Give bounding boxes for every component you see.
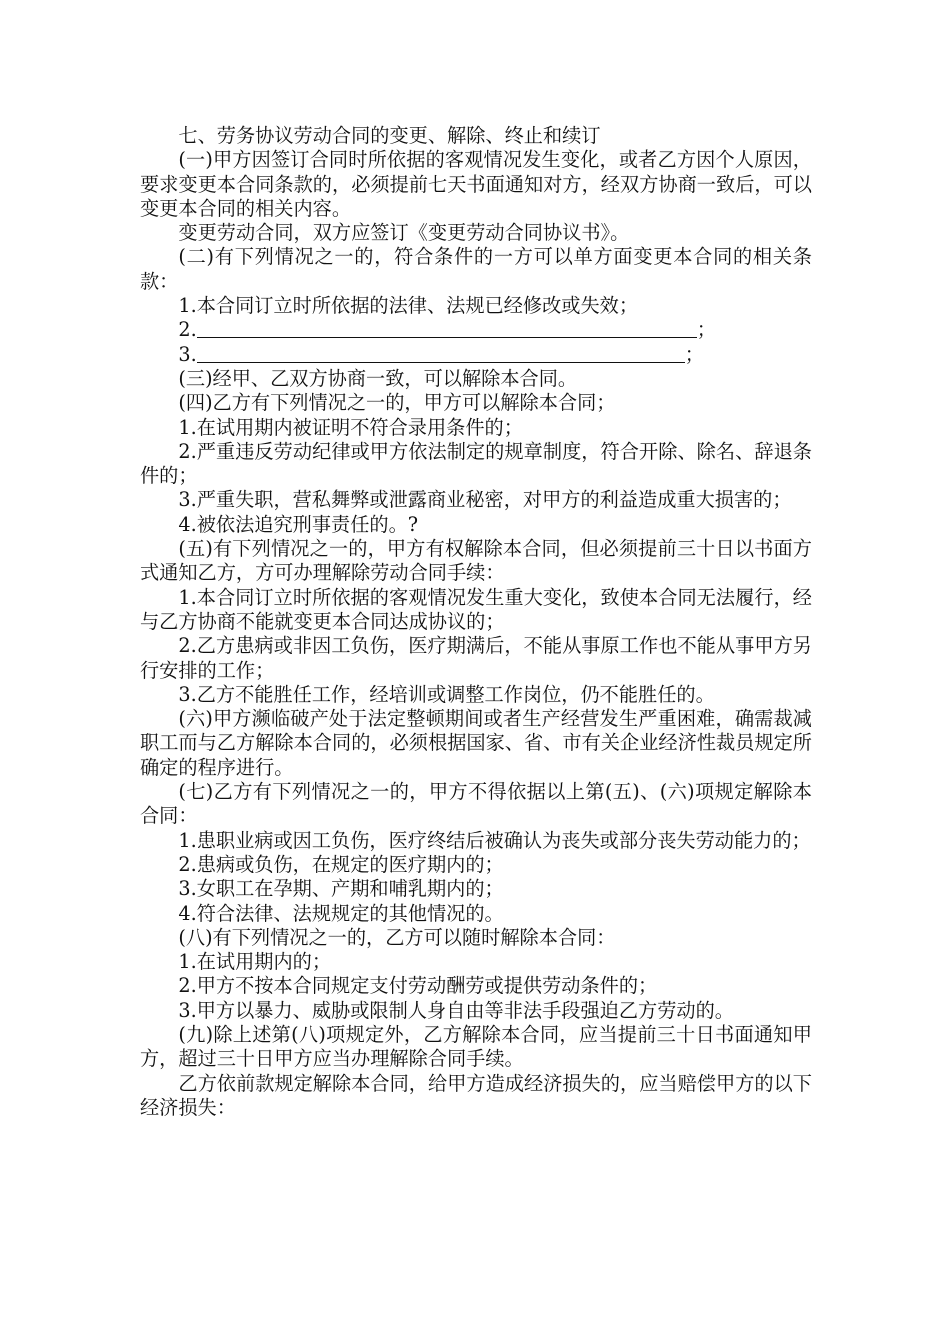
paragraph: (一)甲方因签订合同时所依据的客观情况发生变化，或者乙方因个人原因，要求变更本合同条款的，必须提前七天书面通知对方，经双方协商一致后，可以变更本合同的相关内容。 xyxy=(140,148,812,220)
paragraph: (九)除上述第(八)项规定外，乙方解除本合同，应当提前三十日书面通知甲方，超过三十日甲方应当办理解除合同手续。 xyxy=(140,1022,812,1071)
list-item: 3.甲方以暴力、威胁或限制人身自由等非法手段强迫乙方劳动的。 xyxy=(178,998,734,1022)
paragraph: (二)有下列情况之一的，符合条件的一方可以单方面变更本合同的相关条款： xyxy=(140,245,812,293)
item-end: ； xyxy=(684,342,704,366)
list-item: 2.甲方不按本合同规定支付劳动酬劳或提供劳动条件的； xyxy=(178,974,658,998)
blank-list-item xyxy=(140,318,812,342)
list-item: 1.本合同订立时所依据的客观情况发生重大变化，致使本合同无法履行，经与乙方协商不能就变更本合同达成协议的； xyxy=(140,585,812,633)
item-number: 3. xyxy=(178,342,197,366)
section-heading: 七、劳务协议劳动合同的变更、解除、终止和续订 xyxy=(178,124,601,147)
list-item: 3.严重失职，营私舞弊或泄露商业秘密，对甲方的利益造成重大损害的； xyxy=(178,488,792,512)
paragraph: (八)有下列情况之一的，乙方可以随时解除本合同： xyxy=(178,925,616,949)
list-item: 2.严重违反劳动纪律或甲方依法制定的规章制度，符合开除、除名、辞退条件的； xyxy=(140,439,812,488)
item-end: ； xyxy=(696,318,716,342)
paragraph: (三)经甲、乙双方协商一致，可以解除本合同。 xyxy=(178,366,578,390)
blank-list-item xyxy=(140,343,812,367)
blank-fill-line xyxy=(197,344,685,363)
document-body xyxy=(140,124,812,1120)
list-item: 1.本合同订立时所依据的法律、法规已经修改或失效； xyxy=(178,294,639,318)
paragraph: (六)甲方濒临破产处于法定整顿期间或者生产经营发生严重困难，确需裁减职工而与乙方解除本合同的，必须根据国家、省、市有关企业经济性裁员规定所确定的程序进行。 xyxy=(140,707,812,779)
list-item: 1.在试用期内的； xyxy=(178,950,332,974)
paragraph: 乙方依前款规定解除本合同，给甲方造成经济损失的，应当赔偿甲方的以下经济损失： xyxy=(140,1071,812,1119)
list-item: 4.被依法追究刑事责任的。? xyxy=(178,512,419,536)
list-item: 2.乙方患病或非因工负伤，医疗期满后，不能从事原工作也不能从事甲方另行安排的工作； xyxy=(140,634,812,682)
list-item: 3.乙方不能胜任工作，经培训或调整工作岗位，仍不能胜任的。 xyxy=(178,682,715,706)
list-item: 4.符合法律、法规规定的其他情况的。 xyxy=(178,901,504,925)
list-item: 1.在试用期内被证明不符合录用条件的； xyxy=(178,415,523,439)
item-number: 2. xyxy=(178,318,197,342)
list-item: 1.患职业病或因工负伤，医疗终结后被确认为丧失或部分丧失劳动能力的； xyxy=(178,828,811,852)
paragraph: (五)有下列情况之一的，甲方有权解除本合同，但必须提前三十日以书面方式通知乙方，方可办理解除劳动合同手续： xyxy=(140,537,812,585)
paragraph: 变更劳动合同，双方应签订《变更劳动合同协议书》。 xyxy=(178,221,630,245)
blank-fill-line xyxy=(197,319,697,338)
list-item: 2.患病或负伤，在规定的医疗期内的； xyxy=(178,852,504,876)
paragraph: (七)乙方有下列情况之一的，甲方不得依据以上第(五)、(六)项规定解除本合同： xyxy=(140,780,812,828)
paragraph: (四)乙方有下列情况之一的，甲方可以解除本合同； xyxy=(178,391,616,415)
list-item: 3.女职工在孕期、产期和哺乳期内的； xyxy=(178,877,504,901)
